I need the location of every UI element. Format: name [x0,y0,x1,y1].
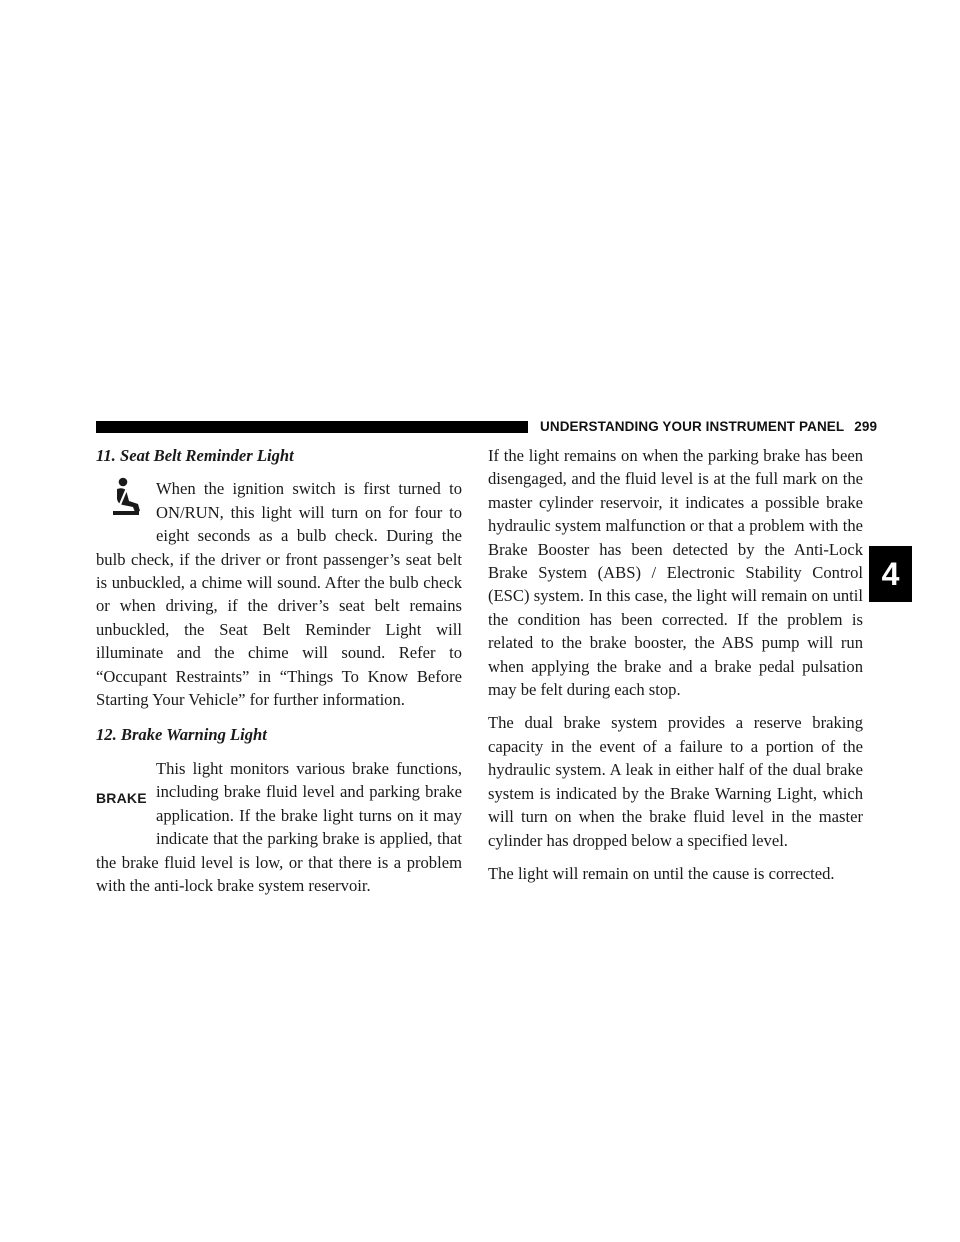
section-seat-belt [96,444,462,711]
page-number: 299 [854,419,878,434]
section-body: When the ignition switch is first turned to ON/RUN, this light will turn on for four to eight seconds as a bulb check. During the bulb check, if the driver or front passenger’s seat belt is unbuckled, a chime will sound. After the bulb check or when driving, if the driver’s seat belt remains unbuckled, the Seat Belt Reminder Light will illuminate and the chime will sound. Refer to “Occupant Restraints” in “Things To Know Before Starting Your Vehicle” for further information. [96,479,462,710]
section-heading: 12. Brake Warning Light [96,725,267,745]
header-title: UNDERSTANDING YOUR INSTRUMENT PANEL [540,419,845,434]
section-heading: 11. Seat Belt Reminder Light [96,446,294,465]
header-rule [96,421,528,433]
section-body: This light monitors various brake functions, including brake fluid level and parking brake application. If the brake light turns on it may indicate that the parking brake is applied, that the brake fluid level is low, or that there is a problem with the anti-lock brake system reservoir. [96,758,462,895]
paragraph: The light will remain on until the cause is corrected. [488,863,835,883]
paragraph: The dual brake system provides a reserve braking capacity in the event of a failure to a portion of the hydraulic system. A leak in either half of the dual brake system is indicated by the Brake Warning Light, which will turn on when the brake fluid level in the master cylinder has dropped below a specified level. [488,713,863,850]
brake-warning-icon: BRAKE [96,790,147,807]
right-column [488,444,863,895]
left-column [96,444,462,909]
section-brake-warning [96,723,462,897]
seat-belt-icon [96,477,156,533]
paragraph: If the light remains on when the parking brake has been disengaged, and the fluid level is at the full mark on the master cylinder reservoir, it indicates a possible brake hydraulic system malfunction or that a problem with the Brake Booster has been detected by the Anti-Lock Brake System (ABS) / Electronic Stability Control (ESC) system. In this case, the light will remain on until the condition has been corrected. If the problem is related to the brake booster, the ABS pump will run when applying the brake and a brake pedal pulsation may be felt during each stop. [488,446,863,700]
running-header [540,419,906,434]
chapter-tab: 4 [869,546,912,602]
